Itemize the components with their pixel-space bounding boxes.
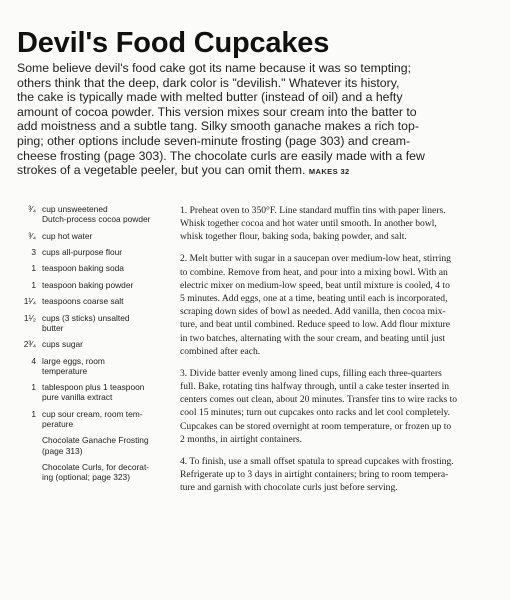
step-line: 3. Divide batter evenly among lined cups, filling each three-quarters bbox=[180, 367, 442, 379]
ingredient-line: teaspoons coarse salt bbox=[42, 296, 124, 307]
ingredient-quantity: ³⁄₄ bbox=[28, 230, 36, 241]
step-line: scraping down sides of bowl as needed. Add vanilla, then cocoa mix- bbox=[180, 306, 446, 318]
ingredient-line: butter bbox=[42, 322, 64, 333]
ingredient-item bbox=[18, 435, 178, 455]
step-line: Cupcakes can be stored overnight at room temperature, or frozen up to bbox=[180, 420, 452, 432]
ingredient-item bbox=[18, 247, 178, 257]
ingredient-description bbox=[42, 462, 178, 482]
ingredient-item bbox=[18, 462, 178, 482]
step-line: in two batches, alternating with the sour cream, and beating until just bbox=[180, 332, 446, 344]
ingredient-line: (page 313) bbox=[42, 445, 83, 456]
step-line: 4. To finish, use a small offset spatula to spread cupcakes with frosting. bbox=[180, 455, 454, 467]
intro-line-text: strokes of a vegetable peeler, but you can omit them. bbox=[17, 163, 306, 178]
ingredient-quantity: 2³⁄₄ bbox=[23, 339, 36, 350]
ingredient-item bbox=[18, 231, 178, 241]
step-line: Refrigerate up to 3 days in airtight containers; bring to room tempera- bbox=[180, 469, 449, 481]
step-line: 2. Melt butter with sugar in a saucepan over medium-low heat, stirring bbox=[180, 253, 451, 265]
ingredient-line: tablespoon plus 1 teaspoon bbox=[42, 382, 145, 393]
step-line: combined after each. bbox=[180, 345, 261, 357]
ingredient-list bbox=[18, 204, 178, 489]
step-line: centers comes out clean, about 20 minutes. Transfer tins to wire racks to bbox=[180, 394, 458, 406]
ingredient-description bbox=[42, 409, 178, 429]
ingredient-line: perature bbox=[42, 418, 74, 429]
ingredient-item bbox=[18, 204, 178, 224]
ingredient-item bbox=[18, 409, 178, 429]
ingredient-line: teaspoon baking soda bbox=[42, 263, 124, 274]
ingredient-item bbox=[18, 356, 178, 376]
method-step-2 bbox=[180, 252, 498, 358]
ingredient-description bbox=[42, 204, 178, 224]
ingredient-item bbox=[18, 339, 178, 349]
ingredient-item bbox=[18, 313, 178, 333]
step-line: 5 minutes. Add eggs, one at a time, beating until each is incorporated, bbox=[180, 293, 448, 305]
ingredient-line: cup sour cream, room tem- bbox=[42, 408, 143, 419]
ingredient-quantity: 1¹⁄₂ bbox=[23, 312, 36, 323]
intro-line: others think that the deep, dark color is "devilish." Whatever its history, bbox=[17, 75, 400, 90]
ingredient-line: ing (optional; page 323) bbox=[42, 472, 131, 483]
ingredient-description bbox=[42, 313, 178, 333]
ingredient-line: cups sugar bbox=[42, 339, 83, 350]
ingredient-line: cup unsweetened bbox=[42, 204, 108, 214]
ingredient-quantity: 1 bbox=[31, 263, 36, 274]
ingredient-quantity: ³⁄₄ bbox=[28, 204, 36, 214]
ingredient-quantity: 1 bbox=[31, 279, 36, 290]
method-steps bbox=[180, 204, 498, 503]
ingredient-line: teaspoon baking powder bbox=[42, 279, 134, 290]
ingredient-description bbox=[42, 435, 178, 455]
step-line: ture and garnish with chocolate curls just before serving. bbox=[180, 482, 398, 494]
ingredient-description bbox=[42, 382, 178, 402]
ingredient-item bbox=[18, 280, 178, 290]
ingredient-item bbox=[18, 296, 178, 306]
intro-line: Some believe devil's food cake got its name because it was so tempting; bbox=[17, 61, 412, 75]
ingredient-item bbox=[18, 263, 178, 273]
recipe-intro bbox=[17, 61, 499, 180]
step-line: 2 months, in airtight containers. bbox=[180, 433, 303, 445]
intro-line: add moistness and a subtle tang. Silky smooth ganache makes a rich top- bbox=[17, 119, 419, 134]
ingredient-quantity: 1 bbox=[31, 382, 36, 393]
ingredient-line: cups all-purpose flour bbox=[42, 246, 123, 257]
method-step-3 bbox=[180, 367, 498, 446]
ingredient-line: Chocolate Ganache Frosting bbox=[42, 435, 149, 446]
step-line: 1. Preheat oven to 350°F. Line standard muffin tins with paper liners. bbox=[180, 205, 446, 216]
ingredient-quantity: 4 bbox=[31, 355, 36, 366]
intro-line: amount of cocoa powder. This version mixes sour cream into the batter to bbox=[17, 104, 417, 119]
ingredient-quantity: 3 bbox=[31, 246, 36, 257]
ingredient-description bbox=[42, 280, 178, 290]
yield-label: MAKES 32 bbox=[308, 167, 350, 177]
method-step-1 bbox=[180, 204, 498, 244]
method-step-4 bbox=[180, 455, 498, 495]
ingredient-line: temperature bbox=[42, 365, 88, 376]
ingredient-description bbox=[42, 231, 178, 241]
ingredient-line: Chocolate Curls, for decorat- bbox=[42, 461, 150, 472]
step-line: full. Bake, rotating tins halfway through, until a cake tester inserted in bbox=[180, 381, 450, 393]
ingredient-line: pure vanilla extract bbox=[42, 392, 113, 403]
ingredient-description bbox=[42, 263, 178, 273]
ingredient-quantity bbox=[18, 462, 42, 482]
step-line: whisk together flour, baking soda, baking powder, and salt. bbox=[180, 231, 407, 243]
ingredient-quantity: 1¹⁄₄ bbox=[23, 296, 36, 307]
step-line: Whisk together cocoa and hot water until smooth. In another bowl, bbox=[180, 218, 437, 230]
step-line: electric mixer on medium-low speed, beat until mixture is cooled, 4 to bbox=[180, 279, 450, 291]
ingredient-item bbox=[18, 382, 178, 402]
ingredient-line: Dutch-process cocoa powder bbox=[42, 214, 151, 225]
intro-line: cheese frosting (page 303). The chocolate curls are easily made with a few bbox=[17, 148, 425, 163]
ingredient-line: large eggs, room bbox=[42, 355, 105, 366]
step-line: cool 15 minutes; turn out cupcakes onto racks and let cool completely. bbox=[180, 407, 451, 419]
ingredient-description bbox=[42, 339, 178, 349]
step-line: ture, and beat until combined. Reduce speed to low. Add flour mixture bbox=[180, 319, 451, 331]
ingredient-description bbox=[42, 247, 178, 257]
ingredient-quantity bbox=[18, 435, 42, 455]
intro-line: the cake is typically made with melted butter (instead of oil) and a hefty bbox=[17, 90, 403, 105]
ingredient-quantity: 1 bbox=[31, 408, 36, 419]
step-line: to combine. Remove from heat, and pour into a mixing bowl. With an bbox=[180, 266, 448, 278]
intro-line: ping; other options include seven-minute frosting (page 303) and cream- bbox=[17, 133, 411, 148]
ingredient-line: cups (3 sticks) unsalted bbox=[42, 312, 130, 323]
ingredient-line: cup hot water bbox=[42, 230, 93, 241]
ingredient-description bbox=[42, 356, 178, 376]
ingredient-description bbox=[42, 296, 178, 306]
intro-line-last bbox=[17, 163, 499, 180]
recipe-title: Devil's Food Cupcakes bbox=[17, 27, 330, 59]
